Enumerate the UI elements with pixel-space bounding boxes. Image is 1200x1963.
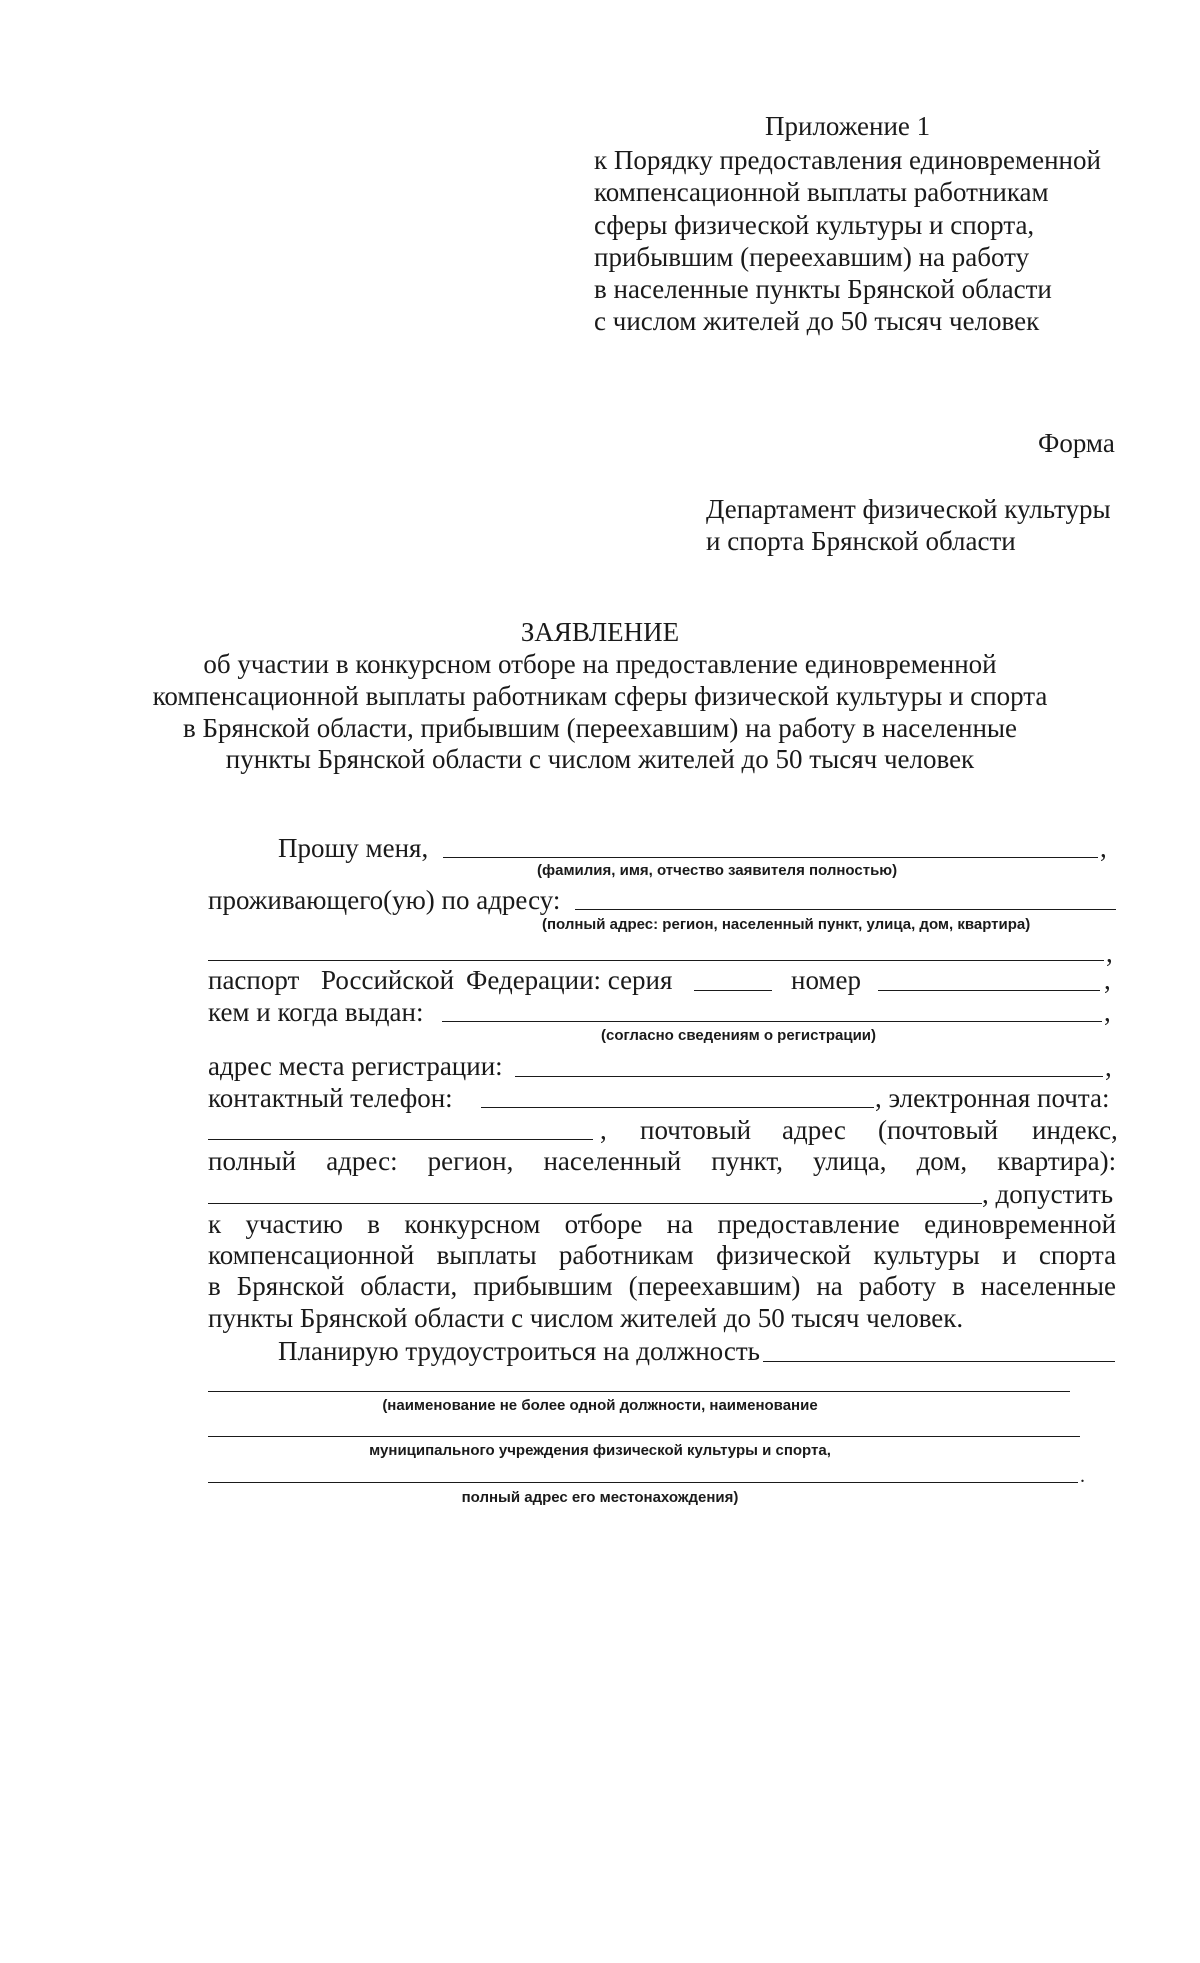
registration-address-field[interactable]	[515, 1076, 1103, 1077]
address-word: регион,	[427, 1146, 514, 1176]
full-address-line	[208, 1146, 1116, 1177]
residence-address-field-continued[interactable]	[208, 960, 1104, 961]
comma: ,	[1100, 833, 1107, 863]
appendix-line: в населенные пункты Брянской области	[594, 274, 1052, 304]
passport-series-label: Федерации: серия	[466, 965, 673, 995]
passport-series-field[interactable]	[694, 990, 772, 991]
address-word: адрес:	[326, 1146, 398, 1176]
body-line-last: пункты Брянской области с числом жителей до 50 тысяч человек.	[208, 1303, 964, 1333]
registration-hint: (согласно сведениям о регистрации)	[601, 1027, 877, 1044]
phone-label: контактный телефон:	[208, 1083, 453, 1113]
heading-line: компенсационной выплаты работникам сферы физической культуры и спорта	[152, 681, 1048, 711]
body-line: в Брянской области, прибывшим (переехавшим) на работу в населенные	[208, 1271, 1117, 1301]
comma: ,	[1104, 965, 1111, 995]
appendix-line: сферы физической культуры и спорта,	[594, 210, 1035, 240]
postal-address-row	[208, 1114, 1116, 1146]
heading-line: в Брянской области, прибывшим (переехавшим) на работу в населенные	[182, 713, 1018, 743]
appendix-line: прибывшим (переехавшим) на работу	[594, 242, 1030, 272]
position-field[interactable]	[763, 1361, 1115, 1362]
address-word: населенный	[543, 1146, 682, 1176]
email-label: , электронная почта:	[875, 1083, 1110, 1113]
address-word: квартира):	[997, 1146, 1117, 1176]
heading-line: об участии в конкурсном отборе на предоставление единовременной	[203, 649, 997, 679]
heading-line: пункты Брянской области с числом жителей до 50 тысяч человек	[225, 744, 975, 774]
comma: ,	[600, 1115, 607, 1145]
residence-address-field[interactable]	[575, 909, 1116, 910]
comma: ,	[1106, 938, 1113, 968]
addressee-line: Департамент физической культуры	[706, 494, 1111, 524]
appendix-line: к Порядку предоставления единовременной	[594, 145, 1101, 175]
position-label: Планирую трудоустроиться на должность	[278, 1336, 760, 1366]
comma: ,	[1104, 997, 1111, 1027]
residence-label: проживающего(ую) по адресу:	[208, 885, 561, 915]
passport-number-field[interactable]	[878, 990, 1100, 991]
passport-label: паспорт	[208, 965, 300, 995]
postal-word: почтовый	[640, 1115, 752, 1145]
issued-label: кем и когда выдан:	[208, 997, 424, 1027]
institution-address-hint: полный адрес его местонахождения)	[461, 1489, 739, 1506]
body-line: компенсационной выплаты работникам физической культуры и спорта	[208, 1240, 1117, 1270]
body-line: к участию в конкурсном отборе на предоставление единовременной	[208, 1209, 1117, 1239]
postal-word: индекс,	[1032, 1115, 1118, 1145]
institution-hint: муниципального учреждения физической культуры и спорта,	[369, 1442, 831, 1459]
name-hint: (фамилия, имя, отчество заявителя полностью)	[537, 862, 898, 879]
appendix-line: компенсационной выплаты работникам	[594, 177, 1049, 207]
institution-field[interactable]	[208, 1436, 1080, 1437]
request-label: Прошу меня,	[278, 833, 429, 863]
address-word: улица,	[813, 1146, 887, 1176]
postal-word: (почтовый	[878, 1115, 999, 1145]
admit-label: , допустить	[982, 1179, 1114, 1209]
position-field-continued[interactable]	[208, 1391, 1070, 1392]
addressee-line: и спорта Брянской области	[706, 526, 1016, 556]
address-hint: (полный адрес: регион, населенный пункт, улица, дом, квартира)	[542, 916, 1031, 933]
comma: ,	[1105, 1052, 1112, 1082]
address-word: дом,	[916, 1146, 968, 1176]
postal-word: адрес	[782, 1115, 846, 1145]
address-word: полный	[208, 1146, 297, 1176]
document-title: ЗАЯВЛЕНИЕ	[520, 617, 680, 647]
appendix-title: Приложение 1	[765, 111, 931, 141]
passport-number-label: номер	[791, 965, 862, 995]
form-label: Форма	[1038, 428, 1115, 458]
position-hint: (наименование не более одной должности, наименование	[382, 1397, 818, 1414]
passport-row	[208, 964, 1116, 996]
appendix-line: с числом жителей до 50 тысяч человек	[594, 306, 1040, 336]
passport-label: Российской	[321, 965, 455, 995]
postal-address-field[interactable]	[208, 1203, 982, 1204]
phone-field[interactable]	[481, 1107, 874, 1108]
period: .	[1080, 1465, 1085, 1487]
address-word: пункт,	[711, 1146, 783, 1176]
applicant-name-field[interactable]	[443, 857, 1098, 858]
issued-by-field[interactable]	[442, 1021, 1102, 1022]
registration-address-label: адрес места регистрации:	[208, 1051, 503, 1081]
institution-address-field[interactable]	[208, 1482, 1078, 1483]
